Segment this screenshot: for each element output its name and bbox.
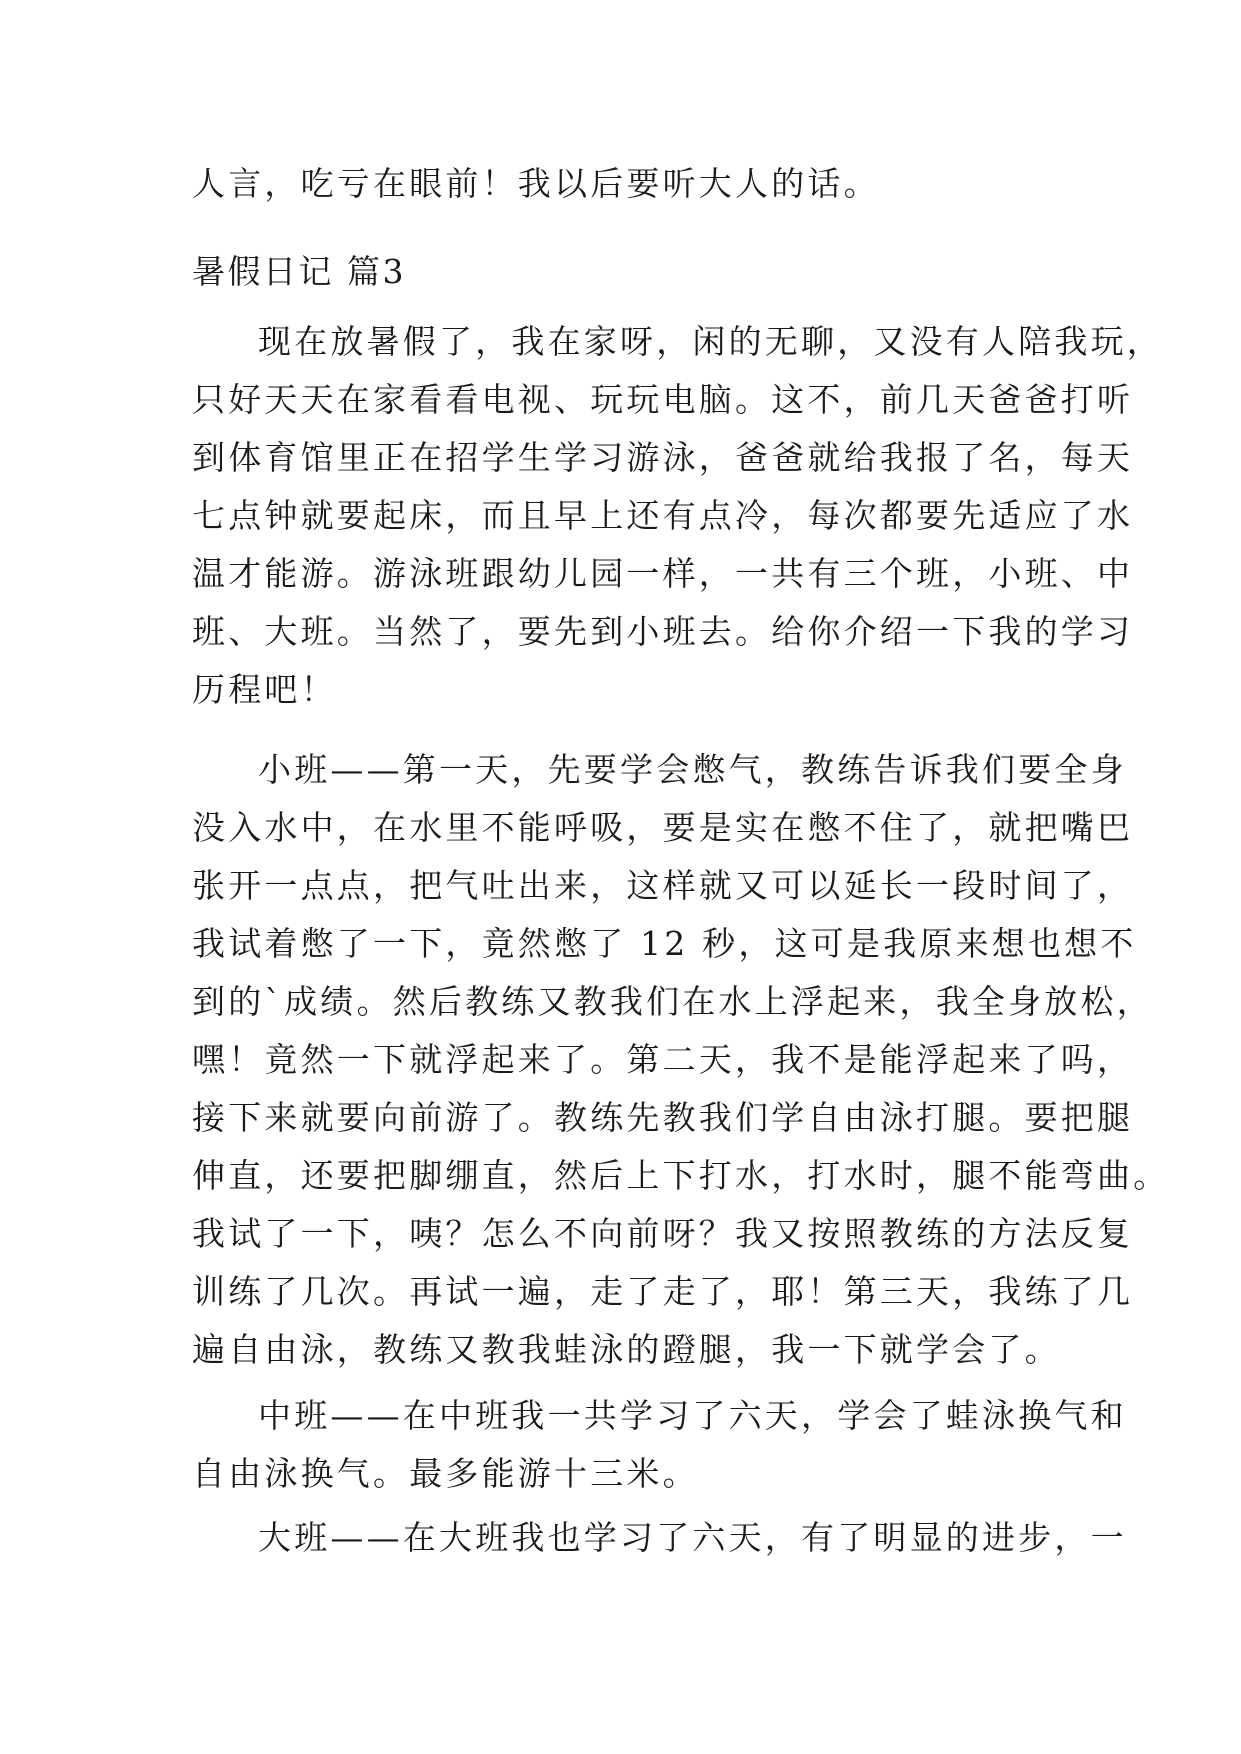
paragraph-line: 历程吧！ [192, 670, 337, 709]
paragraph-line: 遍自由泳，教练又教我蛙泳的蹬腿，我一下就学会了。 [192, 1330, 1061, 1369]
paragraph-line: 没入水中，在水里不能呼吸，要是实在憋不住了，就把嘴巴 [192, 808, 1134, 847]
paragraph-line: 伸直，还要把脚绷直，然后上下打水，打水时，腿不能弯曲。 [192, 1156, 1170, 1195]
paragraph-line: 小班——第一天，先要学会憋气，教练告诉我们要全身 [258, 750, 1127, 789]
paragraph-line: 张开一点点，把气吐出来，这样就又可以延长一段时间了， [192, 866, 1134, 905]
paragraph-line: 到体育馆里正在招学生学习游泳，爸爸就给我报了名，每天 [192, 438, 1134, 477]
paragraph-line: 大班——在大班我也学习了六天，有了明显的进步，一 [258, 1518, 1127, 1557]
paragraph-line: 到的`成绩。然后教练又教我们在水上浮起来，我全身放松， [192, 982, 1153, 1021]
paragraph-line: 只好天天在家看看电视、玩玩电脑。这不，前几天爸爸打听 [192, 380, 1134, 419]
paragraph-line: 接下来就要向前游了。教练先教我们学自由泳打腿。要把腿 [192, 1098, 1134, 1137]
paragraph-line: 我试了一下，咦？怎么不向前呀？我又按照教练的方法反复 [192, 1214, 1134, 1253]
paragraph-line: 我试着憋了一下，竟然憋了 12 秒，这可是我原来想也想不 [192, 924, 1137, 963]
paragraph-line: 温才能游。游泳班跟幼儿园一样，一共有三个班，小班、中 [192, 554, 1134, 593]
paragraph-line: 嘿！竟然一下就浮起来了。第二天，我不是能浮起来了吗， [192, 1040, 1134, 1079]
opening-line: 人言，吃亏在眼前！我以后要听大人的话。 [192, 164, 880, 203]
paragraph-line: 七点钟就要起床，而且早上还有点冷，每次都要先适应了水 [192, 496, 1134, 535]
paragraph-line: 中班——在中班我一共学习了六天，学会了蛙泳换气和 [258, 1396, 1127, 1435]
paragraph-line: 自由泳换气。最多能游十三米。 [192, 1454, 699, 1493]
section-heading: 暑假日记 篇3 [192, 252, 406, 291]
paragraph-line: 训练了几次。再试一遍，走了走了，耶！第三天，我练了几 [192, 1272, 1134, 1311]
paragraph-line: 现在放暑假了，我在家呀，闲的无聊，又没有人陪我玩， [258, 322, 1163, 361]
paragraph-line: 班、大班。当然了，要先到小班去。给你介绍一下我的学习 [192, 612, 1134, 651]
